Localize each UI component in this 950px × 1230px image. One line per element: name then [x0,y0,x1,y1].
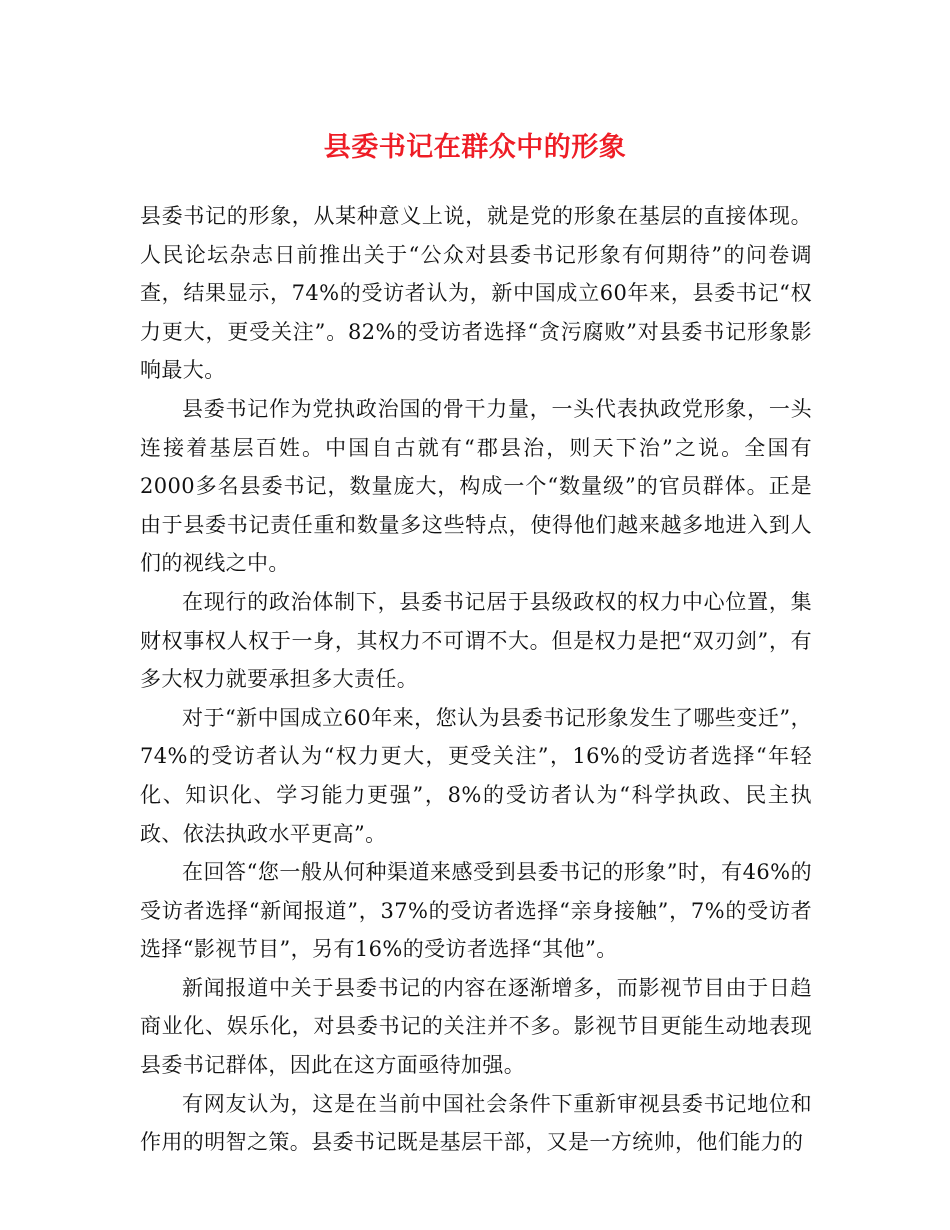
paragraph-4: 对于“新中国成立60年来，您认为县委书记形象发生了哪些变迁”，74%的受访者认为“权力更大，更受关注”，16%的受访者选择“年轻化、知识化、学习能力更强”，8%的受访者认为“科学执政、民主执政、依法执政水平更高”。 [140,705,812,846]
paragraph-6: 新闻报道中关于县委书记的内容在逐渐增多，而影视节目由于日趋商业化、娱乐化，对县委书记的关注并不多。影视节目更能生动地表现县委书记群体，因此在这方面亟待加强。 [140,975,812,1078]
paragraph-5: 在回答“您一般从何种渠道来感受到县委书记的形象”时，有46%的受访者选择“新闻报道”，37%的受访者选择“亲身接触”，7%的受访者选择“影视节目”，另有16%的受访者选择“其他”。 [140,860,812,962]
paragraph-2: 县委书记作为党执政治国的骨干力量，一头代表执政党形象，一头连接着基层百姓。中国自古就有“郡县治，则天下治”之说。全国有2000多名县委书记，数量庞大，构成一个“数量级”的官员群体。正是由于县委书记责任重和数量多这些特点，使得他们越来越多地进入到人们的视线之中。 [140,396,812,576]
document-body [140,197,812,1162]
paragraph-7: 有网友认为，这是在当前中国社会条件下重新审视县委书记地位和作用的明智之策。县委书记既是基层干部，又是一方统帅，他们能力的 [140,1091,812,1155]
document-title: 县委书记在群众中的形象 [323,132,627,163]
paragraph-1: 县委书记的形象，从某种意义上说，就是党的形象在基层的直接体现。人民论坛杂志日前推出关于“公众对县委书记形象有何期待”的问卷调查，结果显示，74%的受访者认为，新中国成立60年来，县委书记“权力更大，更受关注”。82%的受访者选择“贪污腐败”对县委书记形象影响最大。 [140,204,812,383]
paragraph-3: 在现行的政治体制下，县委书记居于县级政权的权力中心位置，集财权事权人权于一身，其权力不可谓不大。但是权力是把“双刃剑”，有多大权力就要承担多大责任。 [140,589,812,692]
